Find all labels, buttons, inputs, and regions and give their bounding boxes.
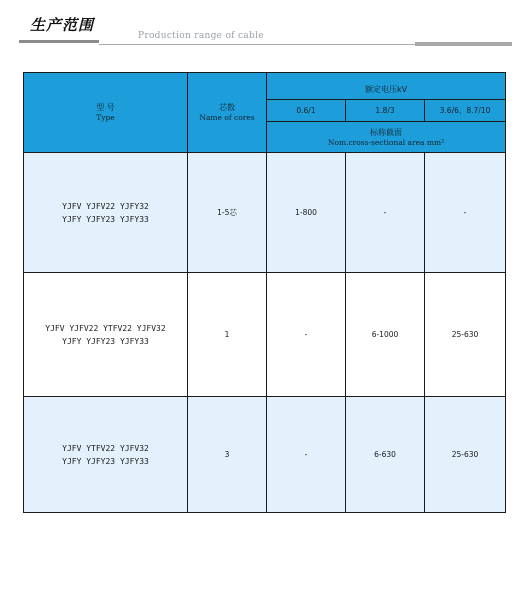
type-header-en: Type [96,113,115,122]
cross-section-header [267,122,506,153]
page-title: 生产范围 [30,16,95,34]
area-3-6-10-cell: 25-630 [425,273,506,397]
voltage-1-8-3: 1.8/3 [346,100,425,122]
cores-cell: 1-5芯 [188,153,267,273]
area-1-8-3-cell: 6-1000 [346,273,425,397]
area-header-en: Nom.cross-sectional area mm² [327,137,445,147]
area-0-6-1-cell: - [267,273,346,397]
type-models-cell: YJFV YJFV22 YJFY32 YJFY YJFY23 YJFY33 [24,153,188,273]
area-0-6-1-cell: 1-800 [267,153,346,273]
area-0-6-1-cell: - [267,397,346,513]
cores-cell: 1 [188,273,267,397]
header-rule-right [415,42,512,46]
table-row [24,397,506,513]
header-rule-left [19,40,99,43]
cores-cell: 3 [188,397,267,513]
voltage-0-6-1: 0.6/1 [267,100,346,122]
header-rule-middle [99,44,415,45]
table-row [24,273,506,397]
rated-voltage-label: 额定电压kV [364,84,408,94]
cores-column-header [188,73,267,153]
area-1-8-3-cell: - [346,153,425,273]
voltage-3-6-6-8-7-10: 3.6/6、8.7/10 [425,100,506,122]
page-subtitle: Production range of cable [138,31,264,41]
production-range-table [23,72,506,513]
area-3-6-10-cell: - [425,153,506,273]
area-header-cn: 标称截面 [370,127,403,137]
type-models-cell: YJFV YJFV22 YTFV22 YJFV32 YJFY YJFY23 YJFY33 [24,273,188,397]
type-header-cn: 型 号 [96,103,115,112]
table-row [24,153,506,273]
cores-header-en: Name of cores [199,113,255,122]
area-1-8-3-cell: 6-630 [346,397,425,513]
cores-header-cn: 芯数 [219,103,235,112]
type-column-header [24,73,188,153]
table-header-row [24,73,506,100]
area-3-6-10-cell: 25-630 [425,397,506,513]
type-models-cell: YJFV YTFV22 YJFV32 YJFY YJFY23 YJFY33 [24,397,188,513]
rated-voltage-header [267,73,506,100]
